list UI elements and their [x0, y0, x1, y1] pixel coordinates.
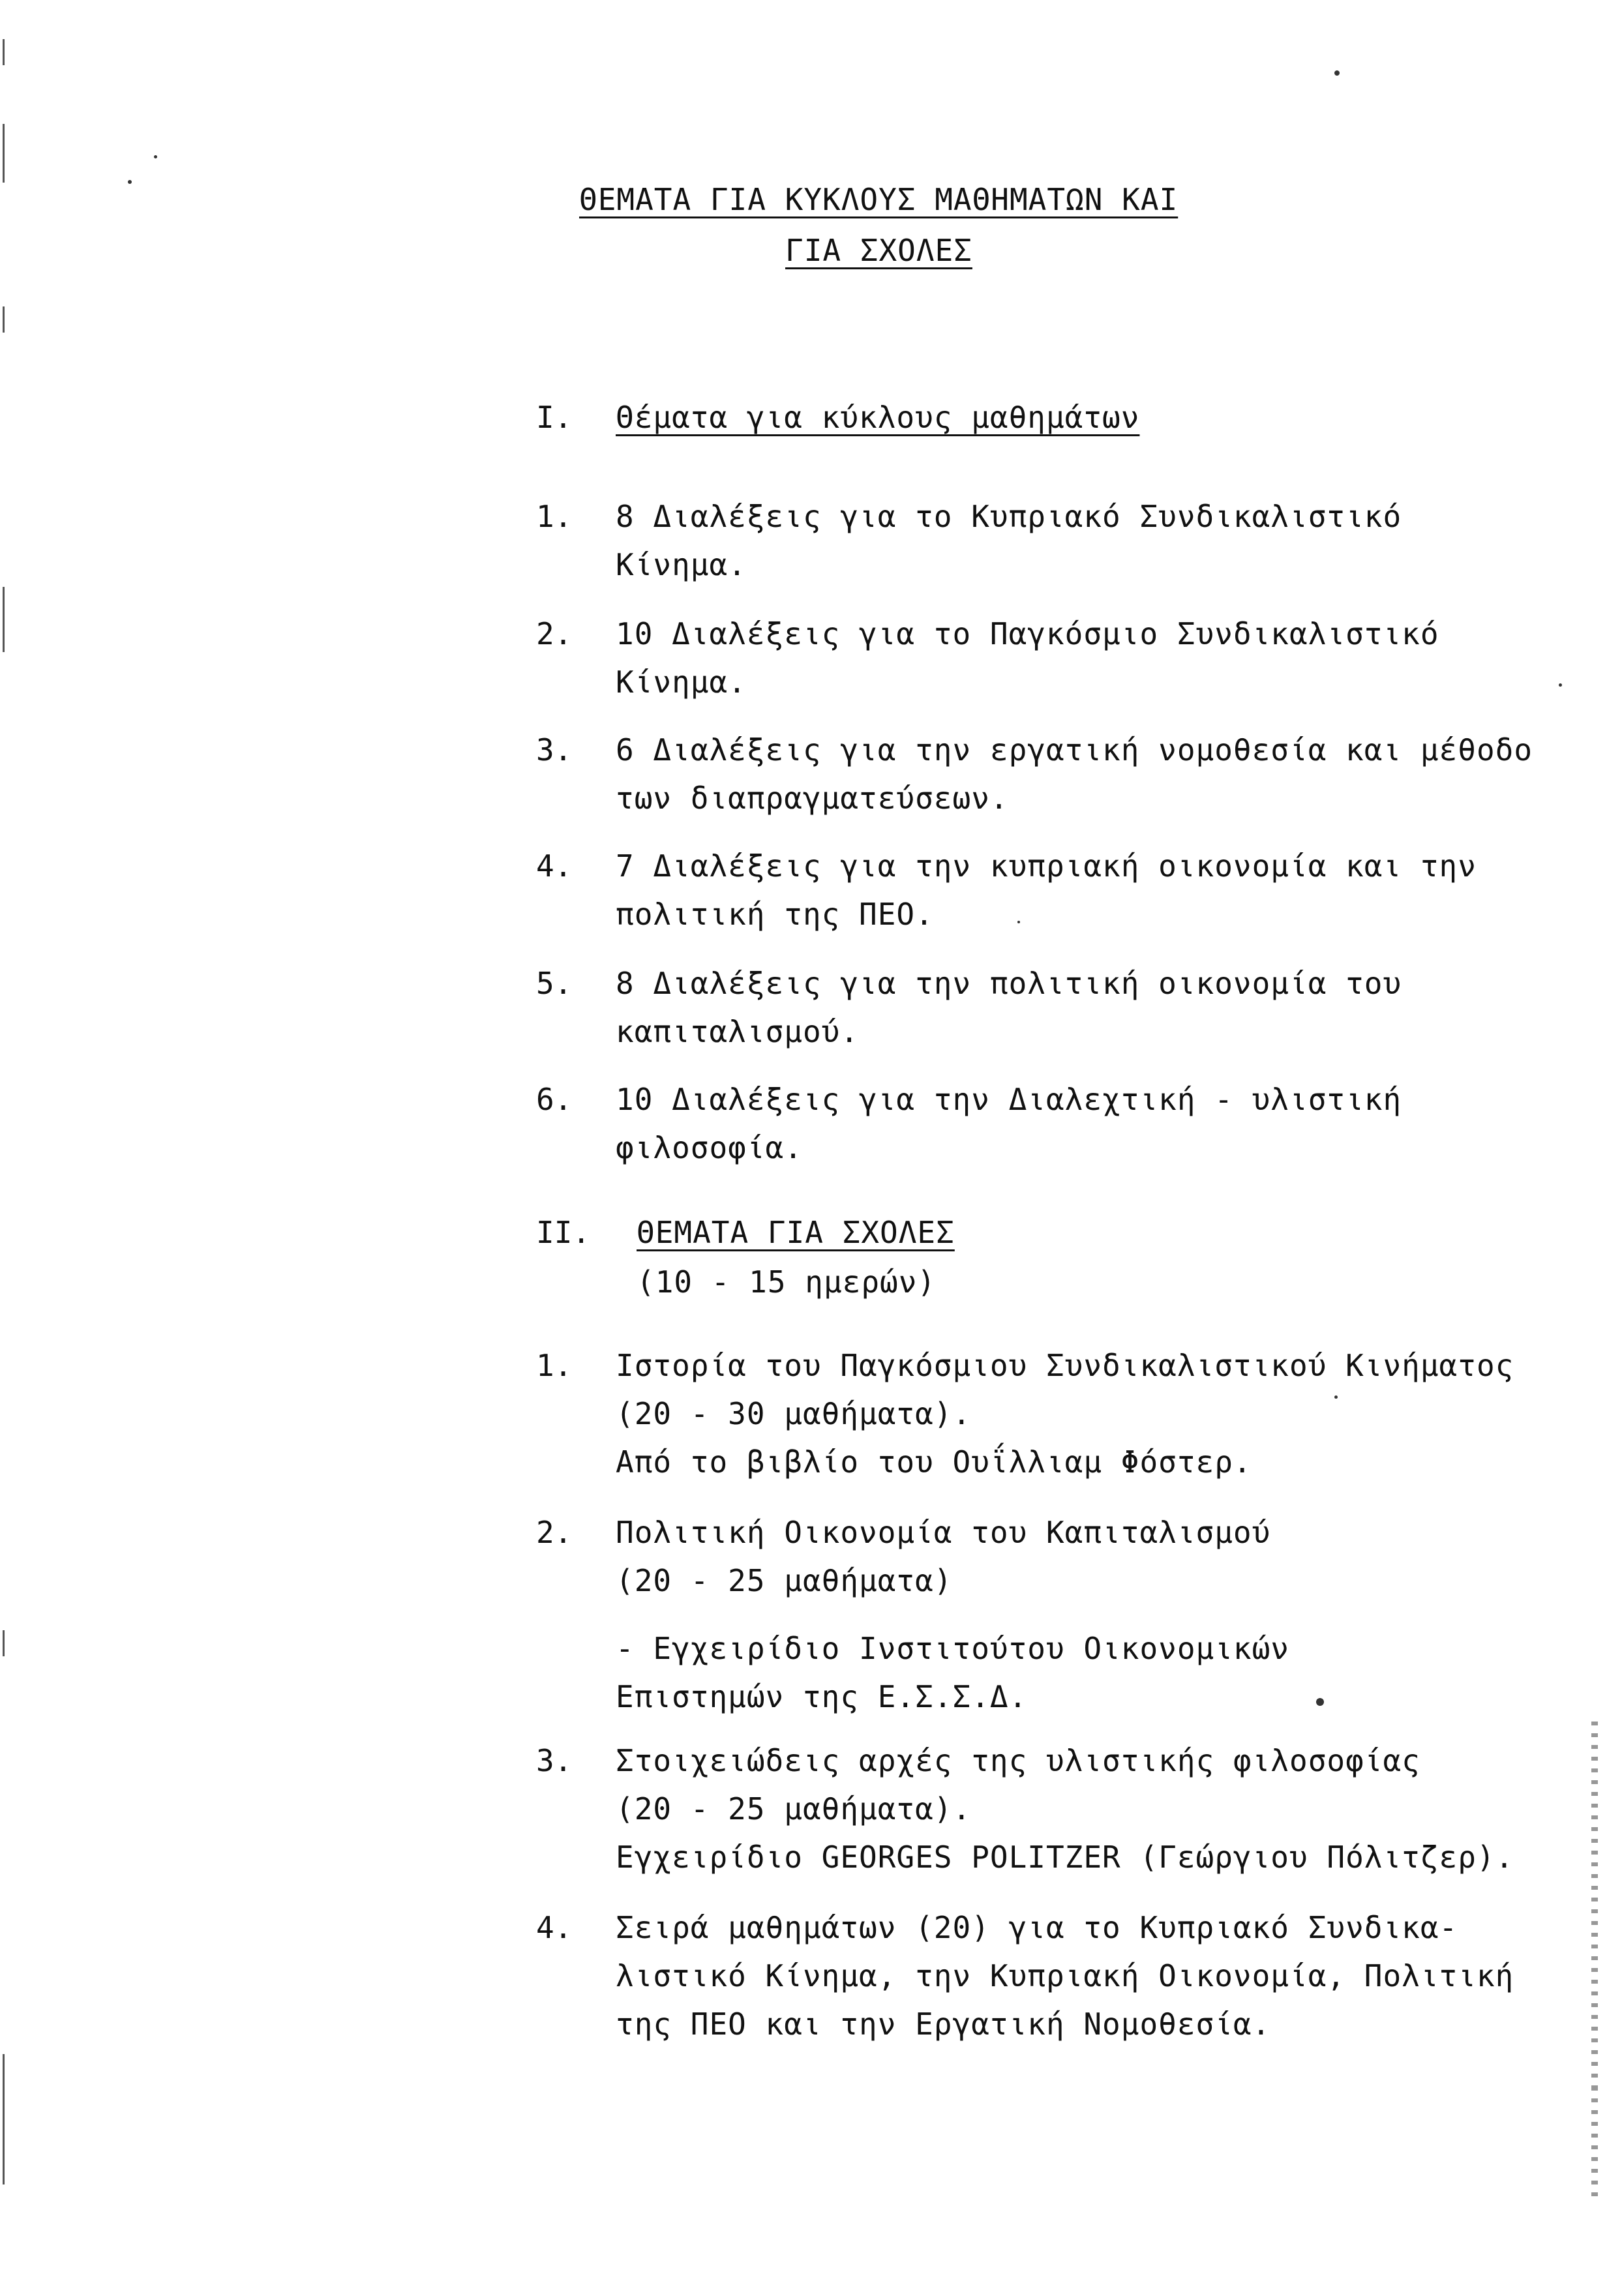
- list-item-line: Πολιτική Οικονομία του Καπιταλισμού: [616, 1515, 1271, 1550]
- list-item-line: Ιστορία του Παγκόσμιου Συνδικαλιστικού Κινήματος: [616, 1348, 1514, 1383]
- list-item-number: 4.: [536, 1910, 573, 1945]
- section-1-numeral: I.: [536, 400, 573, 435]
- list-item-line: Κίνημα.: [616, 664, 747, 700]
- list-item-line: 6 Διαλέξεις για την εργατική νομοθεσία και μέθοδο: [616, 732, 1533, 768]
- list-item-number: 3.: [536, 1743, 573, 1778]
- list-item-number: 2.: [536, 616, 573, 651]
- list-item-line: φιλοσοφία.: [616, 1130, 803, 1165]
- scan-edge-mark: [3, 2054, 5, 2184]
- list-item-line: 10 Διαλέξεις για το Παγκόσμιο Συνδικαλιστικό: [616, 616, 1439, 651]
- scan-speck: [128, 180, 132, 184]
- scan-edge-mark: [3, 124, 5, 183]
- scan-edge-noise: [1591, 1722, 1598, 2087]
- list-item-line: 7 Διαλέξεις για την κυπριακή οικονομία και την: [616, 848, 1477, 884]
- list-item-line: (20 - 25 μαθήματα): [616, 1563, 953, 1598]
- list-item-number: 6.: [536, 1082, 573, 1117]
- scan-speck: [1334, 1395, 1338, 1399]
- scan-speck: [1017, 921, 1020, 923]
- list-item-line: 10 Διαλέξεις για την Διαλεχτική - υλιστική: [616, 1082, 1402, 1117]
- section-1-heading: Θέματα για κύκλους μαθημάτων: [616, 400, 1140, 435]
- scan-edge-mark: [3, 39, 5, 65]
- list-item-line: (20 - 25 μαθήματα).: [616, 1791, 972, 1826]
- list-item-line: Από το βιβλίο του Ουΐλλιαμ Φόστερ.: [616, 1444, 1252, 1480]
- list-item-line: Κίνημα.: [616, 547, 747, 582]
- list-item-line: των διαπραγματεύσεων.: [616, 781, 1009, 816]
- list-item-line: Εγχειρίδιο GEORGES POLITZER (Γεώργιου Πόλιτζερ).: [616, 1840, 1514, 1875]
- section-2-subheading: (10 - 15 ημερών): [637, 1264, 937, 1300]
- scan-speck: [1559, 683, 1562, 687]
- list-item-line: Στοιχειώδεις αρχές της υλιστικής φιλοσοφίας: [616, 1743, 1420, 1778]
- list-item-line: πολιτική της ΠΕΟ.: [616, 897, 934, 932]
- list-item-number: 1.: [536, 1348, 573, 1383]
- list-item-line: Σειρά μαθημάτων (20) για το Κυπριακό Συνδικα-: [616, 1910, 1458, 1945]
- list-item-line: 8 Διαλέξεις για το Κυπριακό Συνδικαλιστικό: [616, 499, 1402, 534]
- list-item-line: (20 - 30 μαθήματα).: [616, 1396, 972, 1431]
- title-line-1: ΘΕΜΑΤΑ ΓΙΑ ΚΥΚΛΟΥΣ ΜΑΘΗΜΑΤΩΝ ΚΑΙ: [579, 182, 1179, 217]
- list-item-line: λιστικό Κίνημα, την Κυπριακή Οικονομία, Πολιτική: [616, 1958, 1514, 1993]
- list-item-line: - Εγχειρίδιο Ινστιτούτου Οικονομικών: [616, 1631, 1289, 1666]
- scan-speck: [1334, 70, 1340, 76]
- section-2-numeral: II.: [536, 1215, 591, 1250]
- scan-edge-mark: [3, 587, 5, 652]
- list-item-number: 2.: [536, 1515, 573, 1550]
- list-item-number: 5.: [536, 966, 573, 1001]
- scan-edge-mark: [3, 1630, 5, 1656]
- list-item-line: της ΠΕΟ και την Εργατική Νομοθεσία.: [616, 2006, 1271, 2042]
- list-item-number: 1.: [536, 499, 573, 534]
- list-item-line: καπιταλισμού.: [616, 1014, 860, 1049]
- scan-edge-noise: [1591, 2087, 1598, 2204]
- scan-speck: [154, 155, 157, 158]
- list-item-line: 8 Διαλέξεις για την πολιτική οικονομία του: [616, 966, 1402, 1001]
- scan-edge-mark: [3, 306, 5, 333]
- section-2-heading: ΘΕΜΑΤΑ ΓΙΑ ΣΧΟΛΕΣ: [637, 1215, 955, 1250]
- list-item-number: 4.: [536, 848, 573, 884]
- scan-speck: [1316, 1698, 1324, 1706]
- list-item-number: 3.: [536, 732, 573, 768]
- title-line-2: ΓΙΑ ΣΧΟΛΕΣ: [785, 233, 972, 268]
- list-item-line: Επιστημών της Ε.Σ.Σ.Δ.: [616, 1679, 1028, 1714]
